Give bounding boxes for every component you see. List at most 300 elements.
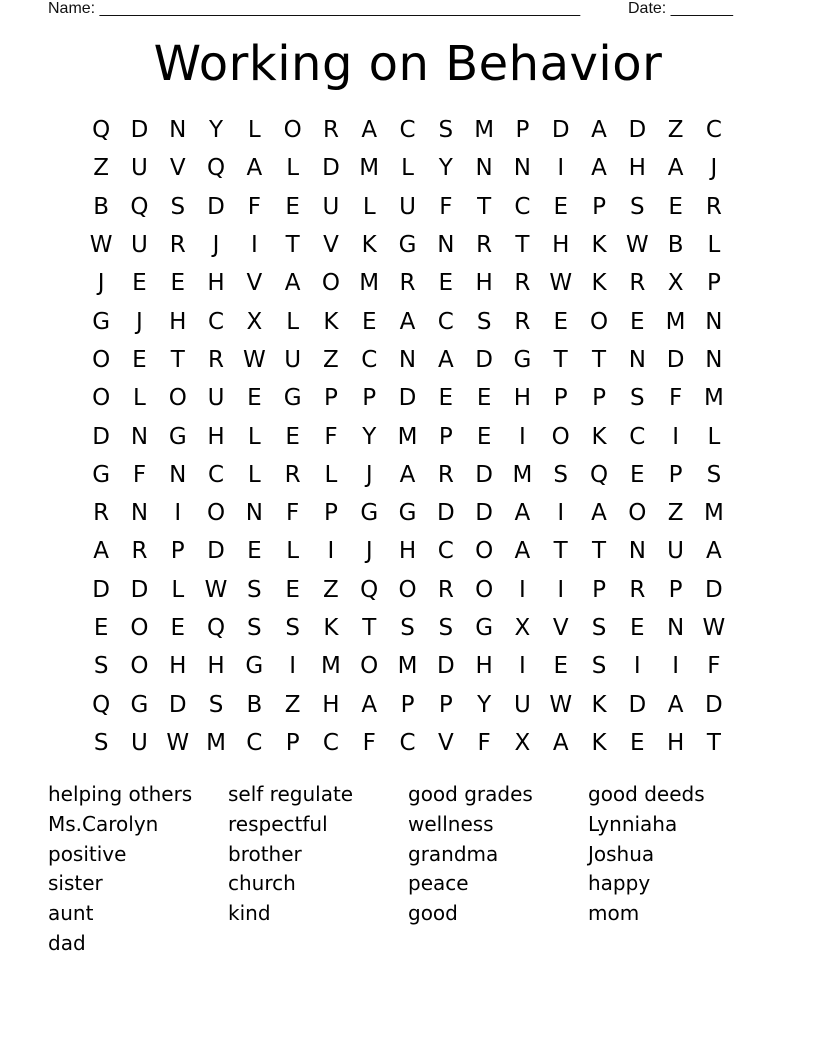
grid-letter: D [628, 117, 647, 144]
grid-letter: N [169, 117, 187, 144]
grid-letter: I [557, 500, 565, 527]
word-bank-item: peace [408, 871, 469, 896]
grid-letter: L [707, 232, 721, 259]
grid-letter: S [438, 615, 454, 641]
grid-letter: I [289, 653, 297, 680]
grid-letter: R [629, 576, 646, 603]
grid-letter: M [397, 653, 418, 680]
grid-letter: D [92, 423, 110, 450]
grid-letter: L [401, 155, 414, 182]
grid-letter: R [208, 346, 225, 373]
grid-letter: E [361, 308, 377, 335]
grid-letter: E [630, 615, 645, 641]
grid-letter: N [130, 423, 149, 450]
grid-letter: F [132, 461, 147, 488]
grid-letter: S [208, 691, 224, 718]
grid-letter: M [474, 117, 495, 144]
date-field-label: Date: _______ [628, 0, 733, 17]
grid-letter: I [519, 653, 526, 680]
grid-letter: U [131, 155, 148, 182]
grid-letter: D [207, 193, 225, 220]
grid-letter: Z [323, 346, 339, 373]
grid-letter: F [707, 653, 721, 680]
grid-letter: U [513, 691, 531, 718]
grid-letter: Q [206, 615, 226, 641]
grid-letter: D [92, 576, 110, 603]
grid-letter: S [93, 729, 109, 756]
grid-letter: A [361, 117, 378, 144]
grid-letter: G [283, 385, 302, 412]
grid-letter: I [557, 155, 565, 182]
grid-letter: Q [589, 461, 609, 488]
grid-letter: C [437, 308, 454, 335]
grid-letter: D [322, 155, 340, 182]
header [0, 0, 816, 20]
grid-letter: U [131, 232, 148, 259]
grid-letter: D [436, 500, 455, 527]
page-title: Working on Behavior [153, 36, 663, 92]
word-bank-item: good grades [408, 782, 533, 806]
grid-letter: S [438, 117, 454, 144]
grid-letter: R [514, 308, 531, 335]
grid-letter: K [323, 308, 339, 335]
grid-letter: E [170, 615, 186, 641]
grid-letter: O [589, 308, 609, 335]
grid-letter: K [591, 691, 607, 718]
grid-letter: R [437, 576, 454, 603]
grid-letter: V [169, 155, 186, 182]
grid-letter: W [166, 729, 190, 756]
grid-letter: E [476, 423, 492, 450]
grid-letter: X [514, 729, 531, 756]
grid-letter: D [436, 653, 455, 680]
grid-letter: N [666, 615, 685, 641]
grid-letter: R [93, 500, 110, 527]
grid-letter: A [399, 461, 416, 488]
grid-letter: C [705, 117, 722, 144]
grid-letter: A [552, 729, 569, 756]
grid-letter: P [592, 385, 606, 412]
grid-letter: U [207, 385, 225, 412]
grid-letter: P [400, 691, 415, 718]
grid-letter: P [668, 461, 683, 488]
grid-letter: G [513, 346, 532, 373]
grid-letter: D [628, 691, 647, 718]
grid-letter: U [667, 538, 685, 565]
grid-letter: S [630, 193, 645, 220]
grid-letter: E [247, 385, 262, 412]
grid-letter: E [553, 193, 568, 220]
grid-letter: Z [93, 155, 110, 182]
grid-letter: G [245, 653, 264, 680]
grid-letter: A [667, 691, 684, 718]
grid-letter: Z [323, 576, 339, 603]
grid-letter: E [553, 308, 568, 335]
grid-letter: R [169, 232, 186, 259]
word-bank-item: helping others [48, 782, 193, 806]
grid-letter: L [247, 117, 261, 144]
grid-letter: G [130, 691, 149, 718]
grid-letter: P [438, 423, 453, 450]
grid-letter: J [710, 155, 718, 182]
word-bank-item: good [408, 901, 458, 926]
grid-letter: D [475, 461, 493, 488]
grid-letter: N [475, 155, 493, 182]
grid-letter: E [668, 193, 683, 220]
grid-letter: V [323, 232, 339, 259]
grid-letter: Q [360, 576, 379, 603]
grid-letter: S [400, 615, 415, 641]
word-bank-item: positive [48, 841, 127, 866]
grid-letter: V [552, 615, 569, 641]
grid-letter: O [92, 346, 111, 373]
grid-letter: S [285, 615, 300, 641]
grid-letter: A [284, 270, 301, 297]
grid-letter: S [93, 653, 109, 680]
grid-letter: F [286, 500, 300, 527]
grid-letter: M [206, 729, 226, 756]
grid-letter: P [553, 385, 568, 412]
grid-letter: S [591, 615, 607, 641]
grid-letter: P [706, 270, 721, 297]
grid-letter: M [321, 653, 341, 680]
grid-letter: L [247, 461, 261, 488]
grid-letter: E [438, 385, 454, 412]
grid-letter: N [398, 346, 417, 373]
grid-letter: G [92, 308, 111, 335]
grid-letter: O [92, 385, 111, 412]
grid-letter: C [514, 193, 531, 220]
grid-letter: D [130, 576, 149, 603]
grid-letter: K [591, 423, 607, 450]
grid-letter: L [362, 193, 376, 220]
grid-letter: E [630, 461, 645, 488]
grid-letter: D [551, 117, 570, 144]
grid-letter: A [514, 500, 531, 527]
grid-letter: U [322, 193, 340, 220]
grid-letter: P [668, 576, 683, 603]
grid-letter: I [672, 423, 679, 450]
grid-letter: N [169, 461, 187, 488]
grid-letter: S [247, 576, 262, 603]
grid-letter: G [475, 615, 494, 641]
word-bank-item: respectful [228, 811, 328, 836]
grid-letter: Q [130, 193, 149, 220]
grid-letter: B [93, 193, 110, 220]
grid-letter: Y [477, 691, 492, 718]
grid-letter: X [667, 270, 684, 297]
grid-letter: U [131, 729, 148, 756]
grid-letter: R [131, 538, 148, 565]
grid-letter: A [706, 538, 722, 565]
grid-letter: J [365, 538, 373, 565]
grid-letter: N [705, 346, 723, 373]
grid-letter: N [628, 346, 646, 373]
grid-letter: U [399, 193, 416, 220]
word-bank-item: grandma [408, 841, 499, 866]
grid-letter: H [398, 538, 417, 565]
grid-letter: N [245, 500, 263, 527]
grid-letter: E [170, 270, 186, 297]
grid-letter: W [549, 691, 573, 718]
grid-letter: G [92, 461, 111, 488]
grid-letter: P [592, 193, 606, 220]
word-bank [48, 780, 768, 959]
grid-letter: R [629, 270, 646, 297]
word-bank-item: wellness [408, 811, 494, 836]
grid-letter: S [553, 461, 569, 488]
grid-letter: W [625, 232, 649, 259]
grid-letter: A [246, 155, 263, 182]
grid-letter: H [475, 653, 493, 680]
grid-letter: M [703, 500, 724, 527]
grid-letter: O [475, 538, 494, 565]
grid-letter: B [246, 691, 263, 718]
grid-letter: W [89, 232, 113, 259]
grid-letter: S [591, 653, 607, 680]
grid-letter: M [359, 155, 380, 182]
grid-letter: I [557, 576, 565, 603]
grid-letter: O [475, 576, 494, 603]
grid-letter: M [512, 461, 533, 488]
grid-letter: M [397, 423, 418, 450]
grid-letter: L [286, 155, 300, 182]
grid-letter: C [361, 346, 378, 373]
grid-letter: K [323, 615, 339, 641]
grid-letter: V [246, 270, 263, 297]
grid-letter: M [359, 270, 380, 297]
grid-letter: D [475, 500, 493, 527]
grid-letter: Q [92, 117, 111, 144]
grid-letter: E [285, 193, 300, 220]
word-bank-item: self regulate [228, 782, 354, 806]
grid-letter: H [207, 423, 225, 450]
word-bank-item: happy [588, 871, 651, 896]
grid-letter: N [513, 155, 532, 182]
grid-letter: I [174, 500, 182, 527]
grid-letter: I [327, 538, 335, 565]
grid-letter: Y [362, 423, 377, 450]
grid-letter: K [591, 270, 607, 297]
grid-letter: K [591, 232, 607, 259]
grid-letter: C [322, 729, 339, 756]
grid-letter: F [247, 193, 261, 220]
grid-letter: G [168, 423, 187, 450]
grid-letter: A [591, 500, 607, 527]
grid-letter: R [705, 193, 722, 220]
grid-letter: H [322, 691, 340, 718]
grid-letter: L [707, 423, 721, 450]
grid-letter: E [285, 423, 300, 450]
grid-letter: O [628, 500, 647, 527]
word-bank-item: brother [228, 841, 302, 866]
grid-letter: Z [284, 691, 301, 718]
grid-letter: R [437, 461, 454, 488]
grid-letter: C [629, 423, 646, 450]
grid-letter: R [284, 461, 301, 488]
grid-letter: D [168, 691, 187, 718]
grid-letter: F [668, 385, 683, 412]
grid-letter: E [132, 270, 147, 297]
name-field-label: Name: ______________________________________________________ [48, 0, 581, 17]
grid-letter: H [513, 385, 532, 412]
word-bank-item: Lynniaha [588, 811, 678, 836]
grid-letter: S [476, 308, 492, 335]
grid-letter: T [591, 538, 607, 565]
grid-letter: T [285, 232, 300, 259]
word-bank-item: Ms.Carolyn [48, 811, 159, 836]
grid-letter: O [360, 653, 379, 680]
grid-letter: H [207, 270, 225, 297]
grid-letter: Y [438, 155, 453, 182]
word-bank-item: aunt [48, 901, 94, 926]
grid-letter: O [551, 423, 570, 450]
grid-letter: M [703, 385, 724, 412]
grid-letter: L [324, 461, 338, 488]
grid-letter: I [519, 423, 526, 450]
grid-letter: L [133, 385, 146, 412]
grid-letter: F [362, 729, 376, 756]
grid-letter: R [514, 270, 531, 297]
grid-letter: T [362, 615, 377, 641]
grid-letter: O [321, 270, 340, 297]
grid-letter: Q [206, 155, 226, 182]
grid-letter: P [285, 729, 300, 756]
grid-letter: P [438, 691, 453, 718]
grid-letter: Q [92, 691, 111, 718]
grid-letter: W [242, 346, 266, 373]
grid-letter: A [591, 155, 607, 182]
grid-letter: Z [667, 500, 684, 527]
grid-letter: E [247, 538, 262, 565]
grid-letter: E [285, 576, 300, 603]
grid-letter: E [630, 729, 645, 756]
grid-letter: D [705, 691, 723, 718]
grid-letter: S [706, 461, 722, 488]
grid-letter: P [592, 576, 606, 603]
grid-letter: C [399, 117, 416, 144]
grid-letter: D [398, 385, 417, 412]
grid-letter: G [360, 500, 379, 527]
grid-letter: F [477, 729, 491, 756]
grid-letter: P [362, 385, 377, 412]
grid-letter: D [666, 346, 685, 373]
grid-letter: L [286, 538, 300, 565]
grid-letter: T [515, 232, 530, 259]
grid-letter: P [323, 500, 338, 527]
grid-letter: H [207, 653, 225, 680]
grid-letter: I [250, 232, 258, 259]
grid-letter: R [476, 232, 493, 259]
grid-letter: R [322, 117, 339, 144]
grid-letter: E [630, 308, 645, 335]
grid-letter: N [130, 500, 149, 527]
grid-letter: S [630, 385, 645, 412]
grid-letter: C [246, 729, 263, 756]
grid-letter: A [437, 346, 454, 373]
grid-letter: D [705, 576, 723, 603]
grid-letter: H [475, 270, 493, 297]
grid-letter: W [549, 270, 573, 297]
grid-letter: N [705, 308, 723, 335]
grid-letter: L [171, 576, 185, 603]
letter-grid [82, 111, 733, 762]
grid-letter: M [665, 308, 686, 335]
grid-letter: H [552, 232, 570, 259]
grid-letter: A [93, 538, 110, 565]
grid-letter: V [437, 729, 454, 756]
grid-letter: G [398, 500, 417, 527]
grid-letter: F [324, 423, 338, 450]
grid-letter: U [284, 346, 302, 373]
grid-letter: B [667, 232, 684, 259]
grid-letter: O [168, 385, 187, 412]
grid-letter: S [170, 193, 186, 220]
grid-letter: H [666, 729, 685, 756]
grid-letter: P [170, 538, 185, 565]
grid-letter: J [365, 461, 373, 488]
word-bank-item: good deeds [588, 782, 705, 806]
grid-letter: D [475, 346, 493, 373]
word-bank-item: kind [228, 901, 271, 926]
grid-letter: N [437, 232, 455, 259]
grid-letter: S [247, 615, 262, 641]
grid-letter: I [519, 576, 526, 603]
grid-letter: L [286, 308, 300, 335]
grid-letter: E [93, 615, 109, 641]
grid-letter: J [212, 232, 220, 259]
grid-letter: L [247, 423, 261, 450]
grid-letter: E [476, 385, 492, 412]
grid-letter: E [438, 270, 454, 297]
grid-letter: E [132, 346, 147, 373]
grid-letter: A [591, 117, 607, 144]
grid-letter: C [437, 538, 454, 565]
grid-letter: D [130, 117, 149, 144]
grid-letter: A [514, 538, 531, 565]
grid-letter: H [628, 155, 646, 182]
grid-letter: T [553, 346, 568, 373]
grid-letter: X [246, 308, 263, 335]
grid-letter: O [398, 576, 417, 603]
grid-letter: C [208, 308, 225, 335]
grid-letter: A [361, 691, 378, 718]
grid-letter: D [207, 538, 225, 565]
grid-letter: H [169, 653, 187, 680]
grid-letter: T [170, 346, 185, 373]
grid-letter: G [398, 232, 417, 259]
grid-letter: W [204, 576, 228, 603]
grid-letter: O [283, 117, 302, 144]
grid-letter: H [169, 308, 187, 335]
word-bank-item: Joshua [588, 841, 655, 866]
word-bank-item: sister [48, 871, 103, 896]
grid-letter: C [399, 729, 416, 756]
grid-letter: T [477, 193, 492, 220]
grid-letter: I [633, 653, 641, 680]
grid-letter: P [323, 385, 338, 412]
grid-letter: A [667, 155, 684, 182]
grid-letter: O [130, 615, 149, 641]
grid-letter: T [553, 538, 568, 565]
grid-letter: O [206, 500, 226, 527]
grid-letter: N [628, 538, 646, 565]
grid-letter: K [361, 232, 377, 259]
grid-letter: T [706, 729, 721, 756]
grid-letter: Y [209, 117, 224, 144]
grid-letter: O [130, 653, 149, 680]
grid-letter: E [553, 653, 568, 680]
